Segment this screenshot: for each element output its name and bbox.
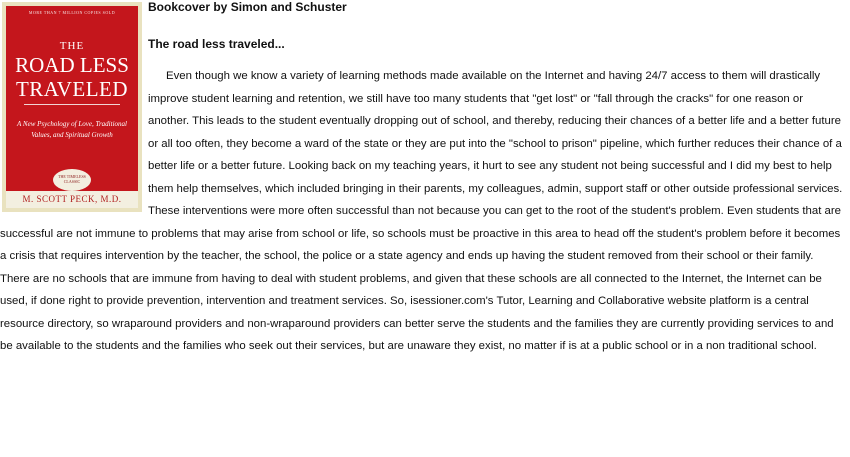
book-author: M. SCOTT PECK, M.D. xyxy=(6,191,138,208)
book-tagline: MORE THAN 7 MILLION COPIES SOLD xyxy=(28,10,116,15)
book-title-the: THE xyxy=(59,40,85,52)
book-cover-image xyxy=(2,2,142,212)
book-title-line1: ROAD LESS xyxy=(15,53,129,77)
book-divider xyxy=(24,104,120,105)
book-seal: THE TIMELESS CLASSIC xyxy=(53,169,91,191)
image-caption: Bookcover by Simon and Schuster xyxy=(148,0,347,14)
book-title-line2: TRAVELED xyxy=(15,77,129,101)
article-title: The road less traveled... xyxy=(148,37,285,51)
article-body-text: Even though we know a variety of learning methods made available on the Internet and having 24/7 access to them will drastically improve student learning and retention, we still have too many students that "get lost" or "fall through the cracks" for one reason or another. This leads to the student eventually dropping out of school, and thereby, reducing their chances of a better life and a better future or all too often, they become a ward of the state or they are put into the "school to prison" pipeline, which further reduces their chance of a better life or a better future. Looking back on my teaching years, it hurt to see any student not being successful and I did my best to help them help themselves, which included bringing in their parents, my colleagues, admin, support staff or other outside professional services. These interventions were more often successful than not because you can get to the root of the student's problem. Even students that are successful are not immune to problems that may arise from school or life, so schools must be proactive in this area to head off the student's problem before it becomes a crisis that requires intervention by the teacher, the school, the police or a state agency and ends up having the student removed from their school or their family. There are no schools that are immune from having to deal with student problems, and given that these schools are all connected to the Internet, the Internet can be used, if done right to provide prevention, intervention and treatment services. So, isessioner.com's Tutor, Learning and Collaborative website platform is a central resource directory, so wraparound providers and non-wraparound providers can better serve the students and the families they are currently providing services to and be available to the students and the families who seek out their services, but are unaware they exist, no matter if is at a public school or in a non traditional school. xyxy=(0,70,843,352)
book-subtitle: A New Psychology of Love, Traditional Values, and Spiritual Growth xyxy=(17,120,127,139)
